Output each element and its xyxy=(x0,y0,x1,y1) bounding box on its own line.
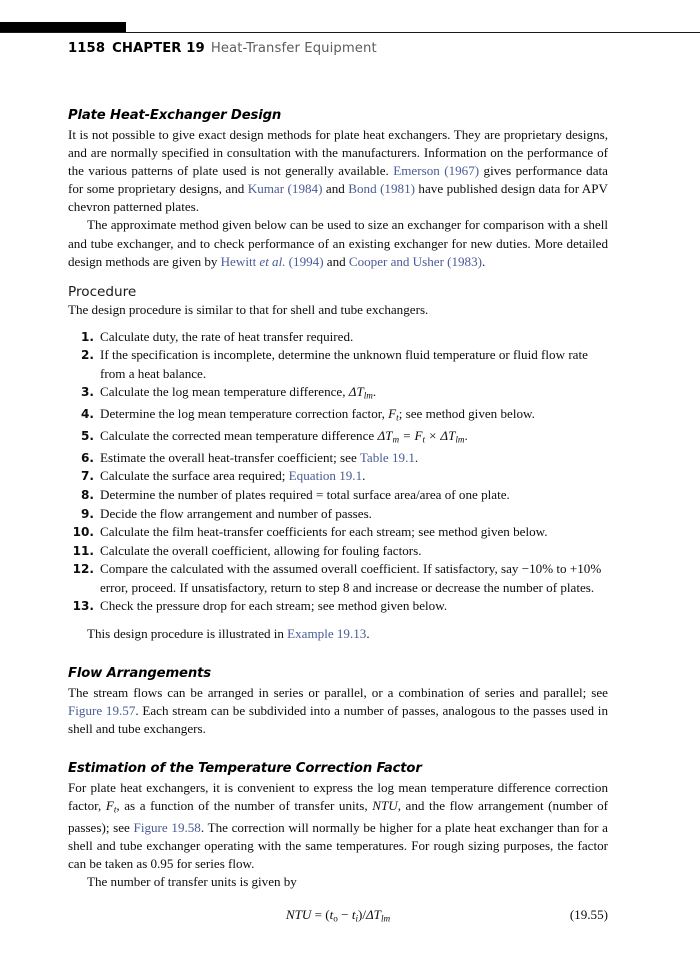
list-item-number: 3. xyxy=(80,385,94,400)
text-run: ; see method given below. xyxy=(398,406,535,422)
equation-t-outlet-subscript: o xyxy=(333,913,338,924)
math-subscript: t xyxy=(396,412,399,423)
text-run: Calculate the surface area required; xyxy=(100,468,289,484)
text-run: Estimate the overall heat-transfer coefficient; see xyxy=(100,449,360,465)
list-item xyxy=(68,383,608,404)
reference-example-19-13[interactable]: Example 19.13 xyxy=(287,625,367,641)
list-item-number: 10. xyxy=(72,525,94,540)
text-run: . The correction will normally be higher for a plate heat exchanger than for a shell and tube exchanger operating with the same temperatures. For rough sizing purposes, the factor can be taken as 0.95 for series flow. xyxy=(68,819,608,871)
paragraph-plate-design-1 xyxy=(68,126,608,216)
list-item xyxy=(68,467,608,485)
math-symbol: F xyxy=(388,406,397,422)
math-symbol: = F xyxy=(399,427,423,443)
list-item-number: 1. xyxy=(80,329,94,344)
paragraph-procedure-intro: The design procedure is similar to that for shell and tube exchangers. xyxy=(68,301,429,317)
text-run: . xyxy=(366,625,370,641)
list-item-text: Calculate the overall coefficient, allowing for fouling factors. xyxy=(100,542,422,558)
text-run: , as a function of the number of transfer units, xyxy=(116,798,373,814)
equation-t-inlet-subscript: i xyxy=(355,913,358,924)
reference-bond-1981[interactable]: Bond (1981) xyxy=(348,181,415,197)
equation-close-paren: )/ xyxy=(358,907,366,923)
list-item-text: Determine the number of plates required = total surface area/area of one plate. xyxy=(100,487,510,503)
page-number: 1158 xyxy=(68,41,106,56)
list-item-text: Compare the calculated with the assumed overall coefficient. If satisfactory, say −10% to +10% error, proceed. If unsatisfactory, return to step 8 and increase or decrease the number of plates. xyxy=(100,561,602,595)
list-item-number: 11. xyxy=(72,543,94,558)
text-run: The approximate method given below can be used to size an exchanger for comparison with a shell and tube exchanger, and to check performance of an existing exchanger for new duties. More detailed design methods are given by xyxy=(68,217,608,269)
list-item-text xyxy=(100,383,608,404)
text-run: This design procedure is illustrated in xyxy=(87,625,288,641)
list-item-number: 12. xyxy=(72,562,94,577)
paragraph-temperature-correction xyxy=(68,779,608,873)
section-heading-temperature-correction: Estimation of the Temperature Correction Factor xyxy=(68,761,422,777)
reference-hewitt-1994[interactable] xyxy=(221,254,324,269)
chapter-label: CHAPTER 19 xyxy=(112,41,205,56)
list-item-number: 4. xyxy=(80,407,94,422)
reference-figure-19-58[interactable]: Figure 19.58 xyxy=(133,819,201,835)
list-item xyxy=(68,523,608,541)
math-subscript: t xyxy=(422,434,426,445)
list-item-number: 2. xyxy=(80,348,94,363)
text-run: . xyxy=(464,427,468,443)
text-run: The stream flows can be arranged in series or parallel, or a combination of series and parallel; see xyxy=(68,684,608,700)
list-item xyxy=(68,346,608,382)
math-subscript: t xyxy=(113,804,117,815)
math-symbol-ntu: NTU xyxy=(372,798,398,814)
text-run: Hewitt xyxy=(220,253,260,269)
equation-block xyxy=(68,907,608,927)
text-run: . xyxy=(362,468,366,484)
list-item-number: 8. xyxy=(80,488,94,503)
list-item-text: Calculate duty, the rate of heat transfer required. xyxy=(100,328,354,344)
list-item-text: Calculate the film heat-transfer coefficients for each stream; see method given below. xyxy=(100,524,548,540)
equation-t-inlet: t xyxy=(351,907,356,923)
text-run: have published design data for APV chevron patterned plates. xyxy=(68,181,608,215)
text-run: gives performance data for some proprietary designs, and xyxy=(68,163,608,197)
reference-table-19-1[interactable]: Table 19.1 xyxy=(359,449,415,465)
reference-equation-19-1[interactable]: Equation 19.1 xyxy=(288,468,363,484)
equation-body xyxy=(68,907,608,923)
page-content xyxy=(68,108,608,927)
chapter-title: Heat-Transfer Equipment xyxy=(210,41,377,56)
text-run: For plate heat exchangers, it is convenient to express the log mean temperature difference correction factor, xyxy=(68,780,608,814)
paragraph-flow-arrangements xyxy=(68,684,608,738)
text-run: . Each stream can be subdivided into a number of passes, analogous to the passes used in shell and tube exchangers. xyxy=(68,703,608,737)
text-run: Calculate the log mean temperature difference, xyxy=(100,384,349,400)
text-run: . xyxy=(372,384,377,400)
text-run: and xyxy=(323,253,349,269)
list-item-text xyxy=(100,449,608,467)
paragraph-procedure-closing xyxy=(68,625,608,643)
list-item xyxy=(68,542,608,560)
running-head xyxy=(68,41,377,56)
list-item xyxy=(68,427,608,448)
text-run: . xyxy=(482,253,486,269)
text-run: It is not possible to give exact design methods for plate heat exchangers. They are proprietary designs, and are normally specified in consultation with the manufacturers. Information on the performance of the various patterns of plate used is not generally available. xyxy=(68,127,608,179)
text-run: , and the flow arrangement (number of passes); see xyxy=(68,798,608,835)
list-item-text xyxy=(100,427,608,448)
equation-delta-t: ΔT xyxy=(366,907,381,923)
reference-kumar-1984[interactable]: Kumar (1984) xyxy=(247,181,323,197)
list-item xyxy=(68,405,608,426)
list-item-number: 13. xyxy=(72,599,94,614)
text-run: . xyxy=(414,449,419,465)
list-item-number: 9. xyxy=(80,506,94,521)
list-item xyxy=(68,328,608,346)
header-rule xyxy=(0,32,700,33)
procedure-list xyxy=(68,328,608,616)
equation-t-outlet: t xyxy=(329,907,334,923)
math-subscript: m xyxy=(392,434,400,445)
reference-cooper-usher-1983[interactable]: Cooper and Usher (1983) xyxy=(348,253,483,269)
list-item-text xyxy=(100,467,608,485)
reference-emerson-1967[interactable]: Emerson (1967) xyxy=(393,163,480,179)
math-subscript: lm xyxy=(363,390,373,401)
paragraph-transfer-units-intro: The number of transfer units is given by xyxy=(87,873,297,889)
list-item xyxy=(68,560,608,596)
list-item-number: 5. xyxy=(80,428,94,443)
equation-operator: = ( xyxy=(311,907,330,923)
math-symbol: F xyxy=(105,798,114,814)
list-item-text: Decide the flow arrangement and number of passes. xyxy=(100,505,372,521)
math-symbol: ΔT xyxy=(377,427,393,443)
list-item-number: 7. xyxy=(80,469,94,484)
equation-minus: − xyxy=(337,907,352,923)
list-item-text xyxy=(100,405,608,426)
equation-number: (19.55) xyxy=(569,907,608,923)
list-item xyxy=(68,449,608,467)
list-item-text: If the specification is incomplete, determine the unknown fluid temperature or fluid flow rate from a heat balance. xyxy=(100,347,588,381)
text-run: Calculate the corrected mean temperature difference xyxy=(100,427,378,443)
text-run: and xyxy=(322,181,349,197)
equation-lhs: NTU xyxy=(285,907,312,923)
text-run: Determine the log mean temperature correction factor, xyxy=(100,406,389,422)
section-heading-flow-arrangements: Flow Arrangements xyxy=(68,665,211,681)
math-symbol: ΔT xyxy=(348,384,364,400)
list-item xyxy=(68,505,608,523)
paragraph-plate-design-2 xyxy=(68,216,608,270)
list-item-number: 6. xyxy=(80,450,94,465)
list-item xyxy=(68,597,608,615)
section-heading-procedure: Procedure xyxy=(68,283,137,300)
section-heading-plate-design: Plate Heat-Exchanger Design xyxy=(68,108,282,123)
equation-delta-t-subscript: lm xyxy=(380,913,391,924)
text-run-italic: et al. xyxy=(259,253,286,269)
math-subscript: lm xyxy=(455,434,465,445)
text-run: (1994) xyxy=(285,253,324,269)
list-item-text: Check the pressure drop for each stream; see method given below. xyxy=(100,598,448,614)
list-item xyxy=(68,486,608,504)
math-symbol: × ΔT xyxy=(425,427,456,443)
reference-figure-19-57[interactable]: Figure 19.57 xyxy=(68,703,136,718)
